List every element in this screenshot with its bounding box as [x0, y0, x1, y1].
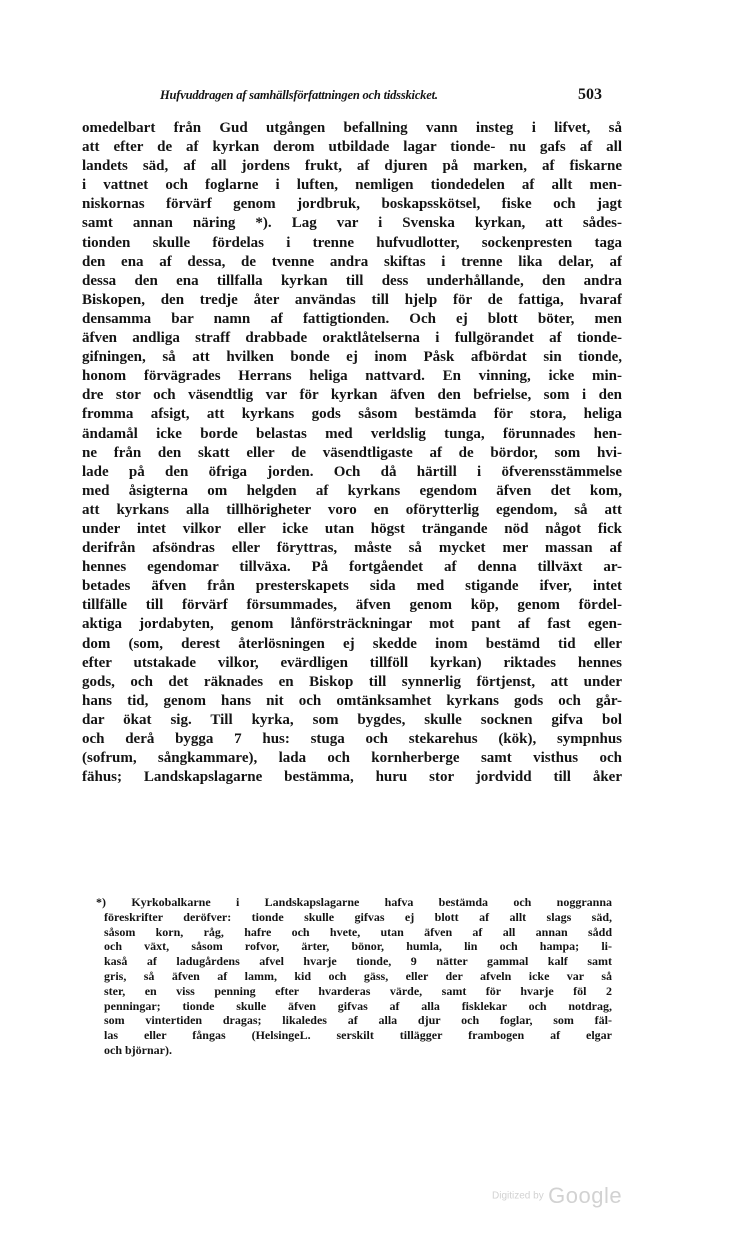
- body-line: dre stor och väsendtlig var för kyrkan äfven den befrielse, som i den: [82, 387, 622, 404]
- body-line: äfven andliga straff drabbade oraktlåtelserna i fullgörandet af tionde-: [82, 330, 622, 347]
- footnote: [96, 895, 612, 1058]
- body-line: och derå bygga 7 hus: stuga och stekarehus (kök), sympnhus: [82, 731, 622, 747]
- body-line: honom förvägrades Herrans heliga nattvard. En vinning, icke min-: [82, 368, 622, 385]
- watermark-caption: Digitized by: [492, 1190, 544, 1202]
- body-line: efter utstakade vilkor, evärdligen tillföll kyrkan) riktades hennes: [82, 654, 622, 671]
- body-line: tionden skulle fördelas i trenne hufvudlotter, sockenpresten taga: [82, 234, 622, 251]
- body-line: att kyrkans alla tillhörigheter voro en oförytterlig egendom, så att: [82, 501, 622, 518]
- footnote-line: föreskrifter deröfver: tionde skulle gifvas ej blott af allt slags säd,: [104, 909, 612, 924]
- body-line: aktiga jordabyten, genom lånförsträckningar mot pant af fast egen-: [82, 616, 622, 633]
- body-line: samt annan näring *). Lag var i Svenska kyrkan, att sådes-: [82, 215, 622, 232]
- footnote-line: penningar; tionde skulle äfven gifvas af alla fisklekar och notdrag,: [104, 998, 612, 1013]
- footnote-line: gris, så äfven af lamm, kid och gäss, eller der afveln icke var så: [104, 968, 612, 983]
- body-line: densamma bar namn af fattigtionden. Och ej blott böter, men: [82, 310, 622, 327]
- body-line: betades äfven från presterskapets sida med stigande ifver, intet: [82, 578, 622, 595]
- footnote-line: och växt, såsom rofvor, ärter, bönor, humla, lin och hampa; li-: [104, 939, 612, 954]
- body-text: [82, 119, 622, 787]
- body-line: att efter de af kyrkan derom utbildade lagar tionde- nu gafs af all: [82, 139, 622, 156]
- footnote-line: såsom korn, råg, hafre och hvete, utan äfven af all annan sådd: [104, 924, 612, 939]
- body-line: lade på den öfriga jorden. Och då härtill i öfverensstämmelse: [82, 463, 622, 480]
- body-line: fromma afsigt, att kyrkans gods såsom bestämda för stora, heliga: [82, 406, 622, 423]
- body-line: gods, och det räknades en Biskop till synnerlig förtjenst, att under: [82, 673, 622, 690]
- body-line: under intet vilkor eller icke utan högst trängande nöd något fick: [82, 520, 622, 537]
- body-line: niskornas förvärf genom jordbruk, boskapsskötsel, fiske och jagt: [82, 196, 622, 213]
- footnote-line: och björnar).: [104, 1042, 172, 1057]
- footnote-line: kaså af ladugårdens afvel hvarje tionde, 9 nätter gammal kalf samt: [104, 954, 612, 969]
- body-line: ne från den skatt eller de väsendtligaste af de bördor, som hvi-: [82, 444, 622, 461]
- footnote-line: som vintertiden dragas; likaledes af alla djur och foglar, som fäl-: [104, 1013, 612, 1028]
- digitization-watermark: [492, 1183, 622, 1209]
- body-line: dessa den ena tillfalla kyrkan till dess underhållande, den andra: [82, 272, 622, 289]
- body-line: omedelbart från Gud utgången befallning vann insteg i lifvet, så: [82, 120, 622, 136]
- footnote-line: las eller fångas (HelsingeL. serskilt tillägger frambogen af elgar: [104, 1028, 612, 1043]
- body-line: i vattnet och foglarne i luften, nemligen tiondedelen af allt men-: [82, 177, 622, 194]
- page-number: 503: [578, 86, 602, 103]
- body-line: hennes egendomar tillväxa. På fortgåendet af denna tillväxt ar-: [82, 559, 622, 576]
- body-line: fähus; Landskapslagarne bestämma, huru stor jordvidd till åker: [82, 769, 622, 786]
- body-line: Biskopen, den tredje åter användas till hjelp för de fattiga, hvaraf: [82, 291, 622, 308]
- body-line: tillfälle till förvärf försummades, äfven genom köp, genom fördel-: [82, 597, 622, 614]
- body-line: gifningen, så att hvilken bonde ej inom Påsk afbördat sin tionde,: [82, 349, 622, 366]
- body-line: dom (som, derest återlösningen ej skedde inom bestämd tid eller: [82, 635, 622, 652]
- body-line: hans tid, genom hans nit och omtänksamhet kyrkans gods och går-: [82, 692, 622, 709]
- body-line: derifrån afsöndras eller föryttras, måste så mycket mer massan af: [82, 540, 622, 557]
- running-head: Hufvuddragen af samhällsförfattningen och tidsskicket.: [160, 88, 438, 102]
- body-line: dar ökat sig. Till kyrka, som bygdes, skulle socknen gifva bol: [82, 711, 622, 728]
- body-line: med åsigterna om helgden af kyrkans egendom äfven det kom,: [82, 482, 622, 499]
- body-line: landets säd, af all jordens frukt, af djuren på marken, af fiskarne: [82, 158, 622, 175]
- body-line: ändamål icke borde belastas med verldslig tunga, förunnades hen-: [82, 425, 622, 442]
- body-line: (sofrum, sångkammare), lada och kornherberge samt visthus och: [82, 750, 622, 767]
- footnote-line: *) Kyrkobalkarne i Landskapslagarne hafva bestämda och noggranna: [96, 895, 612, 909]
- watermark-logo: Google: [548, 1183, 623, 1208]
- footnote-line: ster, en viss penning efter hvarderas värde, samt för hvarje föl 2: [104, 983, 612, 998]
- body-line: den ena af dessa, de tvenne andra skiftas i trenne lika delar, af: [82, 253, 622, 270]
